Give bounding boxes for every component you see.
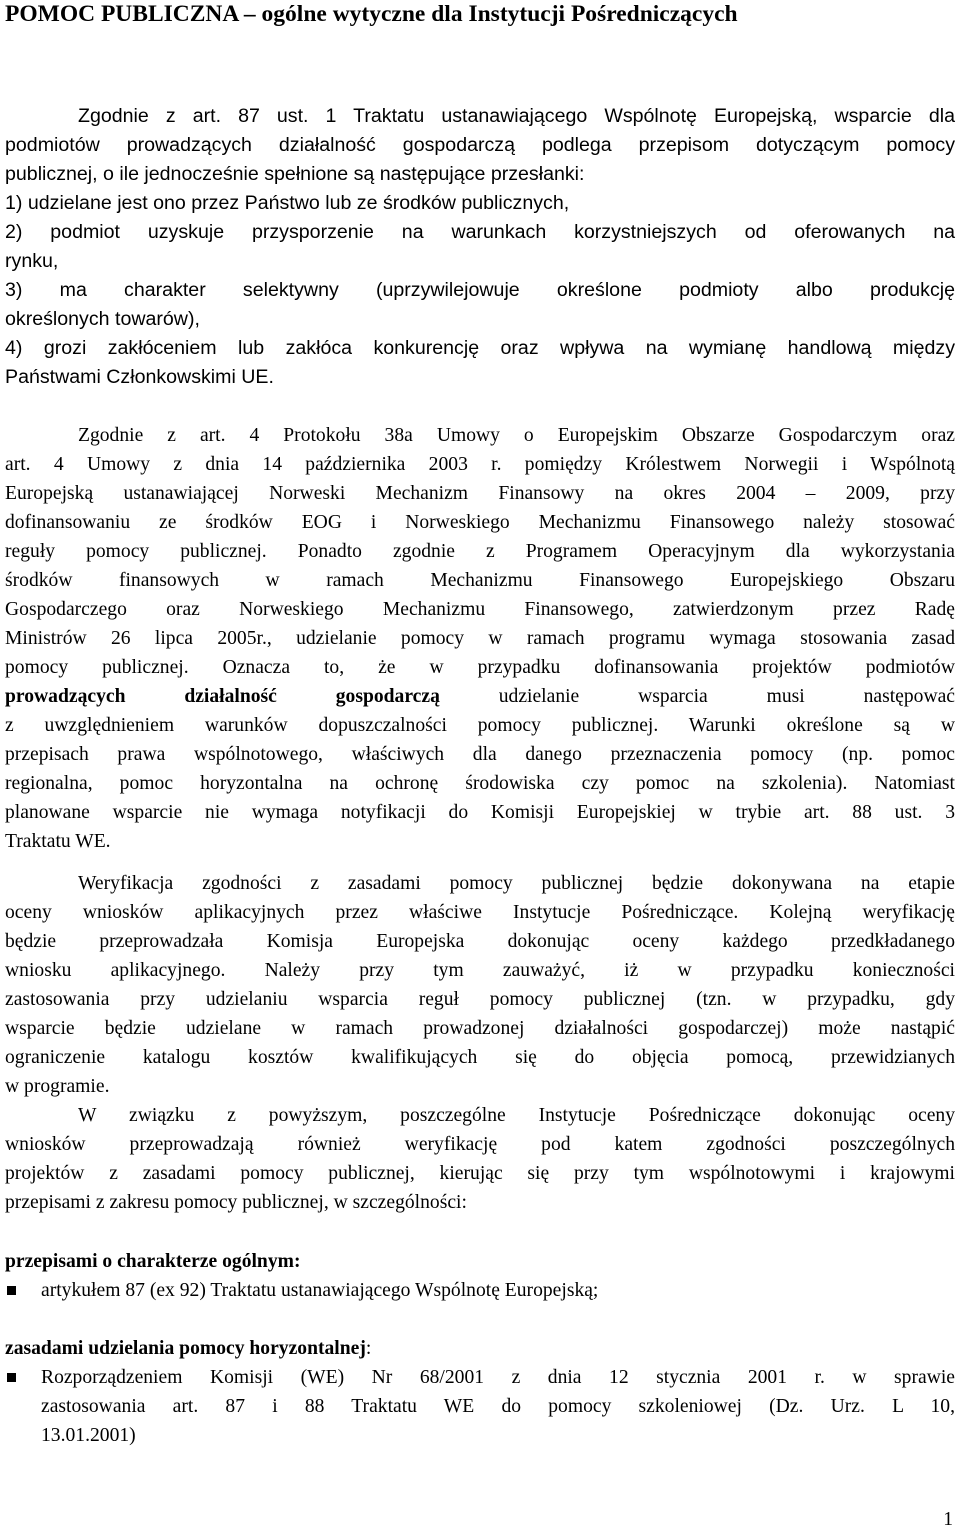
text-line: zastosowania art. 87 i 88 Traktatu WE do pomocy szkoleniowej (Dz. Urz. L 10, — [41, 1396, 955, 1417]
text-line: 13.01.2001) — [41, 1425, 136, 1446]
text-line: oceny wniosków aplikacyjnych przez właściwe Instytucje Pośredniczące. Kolejną weryfikację — [5, 902, 955, 923]
section-heading-general: przepisami o charakterze ogólnym: — [5, 1251, 301, 1272]
condition-text: określonych towarów), — [5, 308, 200, 330]
condition-item — [5, 189, 955, 218]
text-line: Traktatu WE. — [5, 831, 111, 852]
text-line: w programie. — [5, 1076, 110, 1097]
condition-text: 3) ma charakter selektywny (uprzywilejowuje określone podmioty albo produkcję — [5, 279, 955, 301]
text-line: Zgodnie z art. 4 Protokołu 38a Umowy o Europejskim Obszarze Gospodarczym oraz — [78, 425, 955, 446]
page-title: POMOC PUBLICZNA – ogólne wytyczne dla Instytucji Pośredniczących — [5, 1, 738, 27]
text-line: wsparcie będzie udzielane w ramach prowadzonej działalności gospodarczej) może nastąpić — [5, 1018, 955, 1039]
text-fragment: udzielanie wsparcia musi następować — [439, 686, 955, 707]
text-line: Ministrów 26 lipca 2005r., udzielanie pomocy w ramach programu wymaga stosowania zasad — [5, 628, 955, 649]
paragraph-verification — [5, 869, 955, 1101]
condition-item — [5, 218, 955, 276]
text-line: planowane wsparcie nie wymaga notyfikacji do Komisji Europejskiej w trybie art. 88 ust. 3 — [5, 802, 955, 823]
text-line — [5, 682, 955, 711]
bold-phrase: prowadzących działalność gospodarczą — [5, 686, 440, 707]
square-bullet-icon — [7, 1373, 16, 1382]
condition-text: rynku, — [5, 250, 59, 272]
text-line: pomocy publicznej. Oznacza to, że w przypadku dofinansowania projektów podmiotów — [5, 657, 955, 678]
condition-item — [5, 334, 955, 392]
intro-paragraph — [5, 102, 955, 189]
page-number: 1 — [943, 1509, 953, 1530]
text-line: przepisach prawa wspólnotowego, właściwych dla danego przeznaczenia pomocy (np. pomoc — [5, 744, 955, 765]
bullet-text — [41, 1363, 955, 1450]
section-heading-horizontal — [5, 1334, 371, 1363]
text-line: Gospodarczego oraz Norweskiego Mechanizmu Finansowego, zatwierdzonym przez Radę — [5, 599, 955, 620]
text-line: art. 4 Umowy z dnia 14 października 2003 r. pomiędzy Królestwem Norwegii i Wspólnotą — [5, 454, 955, 475]
intro-line: publicznej, o ile jednocześnie spełnione są następujące przesłanki: — [5, 163, 585, 185]
text-line: wniosku aplikacyjnego. Należy przy tym zauważyć, iż w przypadku konieczności — [5, 960, 955, 981]
heading-colon: : — [365, 1338, 372, 1359]
condition-text: 2) podmiot uzyskuje przysporzenie na warunkach korzystniejszych od oferowanych na — [5, 221, 955, 243]
text-line: środków finansowych w ramach Mechanizmu Finansowego Europejskiego Obszaru — [5, 570, 955, 591]
bullet-item — [5, 1363, 955, 1450]
text-line: z uwzględnieniem warunków dopuszczalności pomocy publicznej. Warunki określone są w — [5, 715, 955, 736]
text-line: Rozporządzeniem Komisji (WE) Nr 68/2001 z dnia 12 stycznia 2001 r. w sprawie — [41, 1367, 955, 1388]
text-line: W związku z powyższym, poszczególne Instytucje Pośredniczące dokonując oceny — [78, 1105, 955, 1126]
text-line: reguły pomocy publicznej. Ponadto zgodnie z Programem Operacyjnym dla wykorzystania — [5, 541, 955, 562]
condition-text: 4) grozi zakłóceniem lub zakłóca konkurencję oraz wpływa na wymianę handlową między — [5, 337, 955, 359]
text-line: projektów z zasadami pomocy publicznej, kierując się przy tym wspólnotowymi i krajowymi — [5, 1163, 955, 1184]
condition-item — [5, 276, 955, 334]
square-bullet-icon — [7, 1286, 16, 1295]
text-line: regionalna, pomoc horyzontalna na ochronę środowiska czy pomoc na szkolenia). Natomiast — [5, 773, 955, 794]
heading-text: zasadami udzielania pomocy horyzontalnej — [5, 1338, 366, 1359]
text-line: zastosowania przy udzielaniu wsparcia reguł pomocy publicznej (tzn. w przypadku, gdy — [5, 989, 955, 1010]
text-line: przepisami z zakresu pomocy publicznej, w szczególności: — [5, 1192, 467, 1213]
bullet-text: artykułem 87 (ex 92) Traktatu ustanawiającego Wspólnotę Europejską; — [41, 1280, 599, 1301]
text-line: Weryfikacja zgodności z zasadami pomocy publicznej będzie dokonywana na etapie — [78, 873, 955, 894]
paragraph-eog — [5, 421, 955, 856]
intro-line: Zgodnie z art. 87 ust. 1 Traktatu ustanawiającego Wspólnotę Europejską, wsparcie dla — [78, 105, 955, 127]
text-line: będzie przeprowadzała Komisja Europejska dokonując oceny każdego przedkładanego — [5, 931, 955, 952]
text-line: ograniczenie katalogu kosztów kwalifikujących się do objęcia pomocą, przewidzianych — [5, 1047, 955, 1068]
bullet-item — [5, 1276, 955, 1305]
text-line: wniosków przeprowadzają również weryfikację pod katem zgodności poszczególnych — [5, 1134, 955, 1155]
condition-text: Państwami Członkowskimi UE. — [5, 366, 274, 388]
condition-text: 1) udzielane jest ono przez Państwo lub ze środków publicznych, — [5, 192, 570, 214]
intro-line: podmiotów prowadzących działalność gospodarczą podlega przepisom dotyczącym pomocy — [5, 134, 955, 156]
text-line: dofinansowaniu ze środków EOG i Norweskiego Mechanizmu Finansowego należy stosować — [5, 512, 955, 533]
text-line: Europejską ustanawiającej Norweski Mechanizm Finansowy na okres 2004 – 2009, przy — [5, 483, 955, 504]
paragraph-institutions — [5, 1101, 955, 1217]
